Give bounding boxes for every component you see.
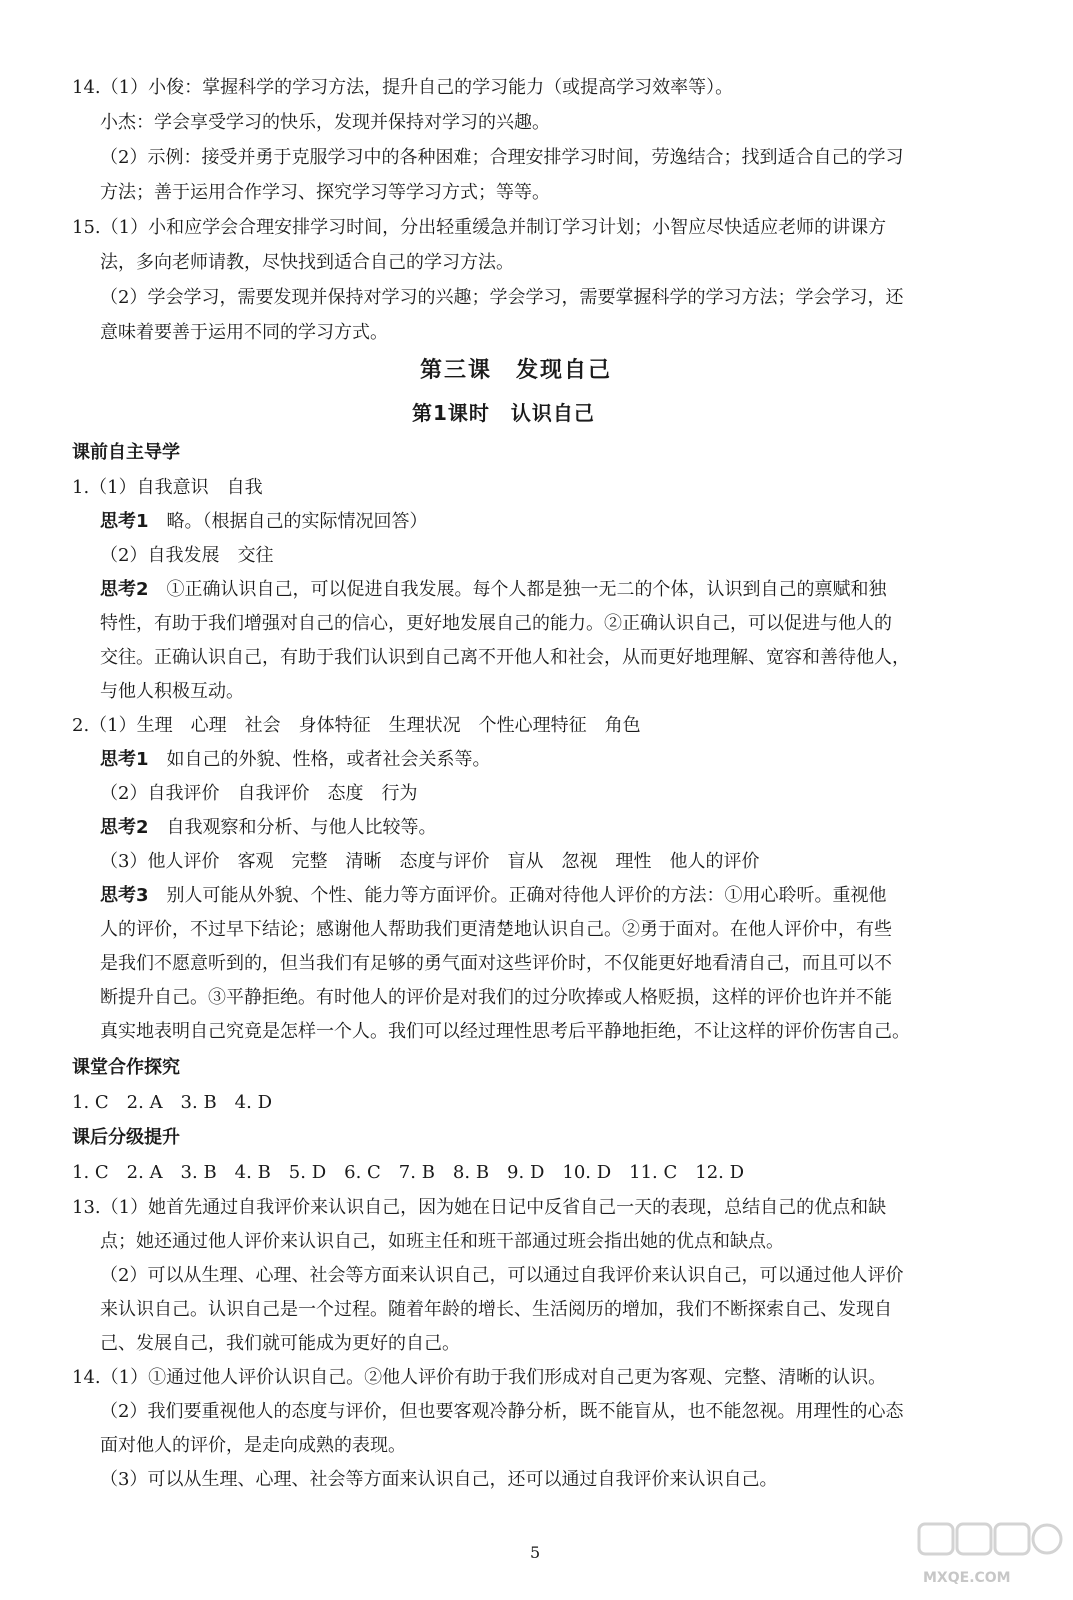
text-line: （3）他人评价 客观 完整 清晰 态度与评价 盲从 忽视 理性 他人的评价 [100, 851, 760, 872]
text-line: 断提升自己。③平静拒绝。有时他人的评价是对我们的过分吹捧或人格贬损，这样的评价也许并不能 [100, 987, 892, 1008]
text-line: 真实地表明自己究竟是怎样一个人。我们可以经过理性思考后平静地拒绝，不让这样的评价伤害自己。 [100, 1021, 910, 1042]
section-heading: 课后分级提升 [72, 1127, 180, 1148]
watermark-logo [915, 1520, 1065, 1590]
text-line: （2）自我评价 自我评价 态度 行为 [100, 783, 418, 804]
text-line: 14.（1）①通过他人评价认识自己。②他人评价有助于我们形成对自己更为客观、完整、清晰的认识。 [72, 1367, 887, 1388]
text-line: （3）可以从生理、心理、社会等方面来认识自己，还可以通过自我评价来认识自己。 [100, 1469, 778, 1490]
text-line [100, 577, 887, 603]
text-line: 交往。正确认识自己，有助于我们认识到自己离不开他人和社会，从而更好地理解、宽容和善待他人， [100, 647, 910, 668]
think-text: 自我观察和分析、与他人比较等。 [166, 817, 437, 838]
think-text: 略。（根据自己的实际情况回答） [166, 511, 428, 532]
text-line: 2.（1）生理 心理 社会 身体特征 生理状况 个性心理特征 角色 [72, 715, 641, 736]
text-line: （2）我们要重视他人的态度与评价，但也要客观冷静分析，既不能盲从，也不能忽视。用理性的心态 [100, 1401, 904, 1422]
text-line [100, 747, 491, 773]
text-line [100, 883, 887, 909]
text-line: 是我们不愿意听到的，但当我们有足够的勇气面对这些评价时，不仅能更好地看清自己，而且可以不 [100, 953, 892, 974]
think-label: 思考2 [100, 817, 149, 838]
think-label: 思考2 [100, 579, 149, 600]
text-line: 1. C 2. A 3. B 4. D [72, 1092, 273, 1113]
text-line: 点；她还通过他人评价来认识自己，如班主任和班干部通过班会指出她的优点和缺点。 [100, 1231, 784, 1252]
think-label: 思考1 [100, 749, 149, 770]
think-text: 别人可能从外貌、个性、能力等方面评价。正确对待他人评价的方法：①用心聆听。重视他 [166, 885, 887, 906]
text-line: 面对他人的评价，是走向成熟的表现。 [100, 1435, 406, 1456]
text-line: 意味着要善于运用不同的学习方式。 [100, 322, 388, 343]
section-heading: 课前自主导学 [72, 442, 180, 463]
text-line: 1. C 2. A 3. B 4. B 5. D 6. C 7. B 8. B 9. D 10. D 11. C 12. D [72, 1162, 745, 1183]
text-line: 特性，有助于我们增强对自己的信心，更好地发展自己的能力。②正确认识自己，可以促进与他人的 [100, 613, 892, 634]
text-line: 己、发展自己，我们就可能成为更好的自己。 [100, 1333, 460, 1354]
text-line: （2）学会学习，需要发现并保持对学习的兴趣；学会学习，需要掌握科学的学习方法；学会学习，还 [100, 287, 904, 308]
watermark-text: MXQE.COM [923, 1570, 1011, 1586]
think-text: ①正确认识自己，可以促进自我发展。每个人都是独一无二的个体，认识到自己的禀赋和独 [166, 579, 887, 600]
text-line: 小杰：学会享受学习的快乐，发现并保持对学习的兴趣。 [100, 112, 550, 133]
text-line: （2）自我发展 交往 [100, 545, 274, 566]
text-line: （2）可以从生理、心理、社会等方面来认识自己，可以通过自我评价来认识自己，可以通过他人评价 [100, 1265, 904, 1286]
text-line: 1.（1）自我意识 自我 [72, 477, 263, 498]
text-line: 与他人积极互动。 [100, 681, 244, 702]
text-line: 方法；善于运用合作学习、探究学习等学习方式；等等。 [100, 182, 550, 203]
text-line: 14.（1）小俊：掌握科学的学习方法，提升自己的学习能力（或提高学习效率等）。 [72, 77, 734, 98]
text-line: 人的评价，不过早下结论；感谢他人帮助我们更清楚地认识自己。②勇于面对。在他人评价中，有些 [100, 919, 892, 940]
text-line: 来认识自己。认识自己是一个过程。随着年龄的增长、生活阅历的增加，我们不断探索自己、发现自 [100, 1299, 892, 1320]
text-line: 15.（1）小和应学会合理安排学习时间，分出轻重缓急并制订学习计划；小智应尽快适应老师的讲课方 [72, 217, 887, 238]
text-line: （2）示例：接受并勇于克服学习中的各种困难；合理安排学习时间，劳逸结合；找到适合自己的学习 [100, 147, 904, 168]
page-number: 5 [530, 1543, 541, 1562]
section-heading: 课堂合作探究 [72, 1057, 180, 1078]
think-label: 思考3 [100, 885, 149, 906]
text-line [100, 509, 428, 535]
think-text: 如自己的外貌、性格，或者社会关系等。 [166, 749, 491, 770]
lesson-title: 第三课 发现自己 [420, 358, 613, 383]
text-line: 13.（1）她首先通过自我评价来认识自己，因为她在日记中反省自己一天的表现，总结自己的优点和缺 [72, 1197, 887, 1218]
text-line [100, 815, 437, 841]
think-label: 思考1 [100, 511, 149, 532]
text-line: 法，多向老师请教，尽快找到适合自己的学习方法。 [100, 252, 514, 273]
period-title: 第1课时 认识自己 [412, 401, 595, 425]
